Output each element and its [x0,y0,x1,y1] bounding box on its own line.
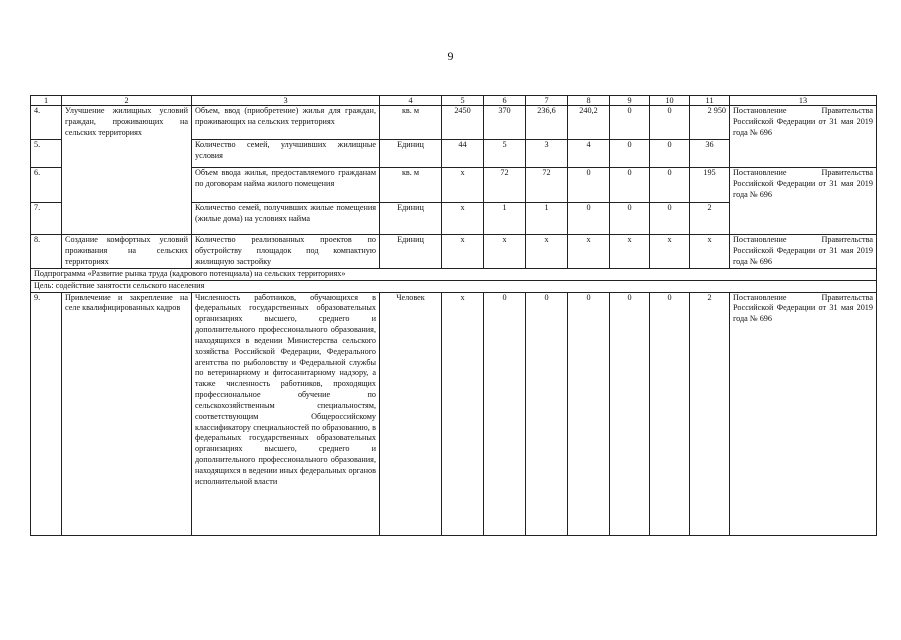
row-number: 7. [31,203,62,235]
value-cell: 0 [610,203,650,235]
unit-cell: Единиц [380,140,442,168]
value-cell: 0 [650,168,690,203]
indicator-cell: Количество семей, получивших жилые помещения (жилые дома) на условиях найма [192,203,380,235]
basis-cell: Постановление Правительства Российской Федерации от 31 мая 2019 года № 696 [730,168,877,235]
value-cell: 0 [568,168,610,203]
measure-cell: Создание комфортных условий проживания на сельских территориях [62,235,192,269]
value-cell: х [484,235,526,269]
indicator-cell: Объем, ввод (приобретение) жилья для граждан, проживающих на сельских территориях [192,106,380,140]
value-cell: 36 [690,140,730,168]
value-cell: 1 [526,203,568,235]
column-header: 4 [380,96,442,106]
value-cell: 0 [650,203,690,235]
measure-cell: Привлечение и закрепление на селе квалифицированных кадров [62,292,192,535]
value-cell: х [610,235,650,269]
value-cell: х [442,203,484,235]
measure-cell: Улучшение жилищных условий граждан, проживающих на сельских территориях [62,106,192,235]
indicator-cell: Численность работников, обучающихся в федеральных государственных образовательных организациях высшего, среднего и дополнительного профессионального образования, находящихся в ведении Министерства сельского хозяйства Российской Федерации, Федерального агентства по рыболовству и Федеральной службы по ветеринарному и фитосанитарному надзору, а также численность работников, проходящих профессиональное обучение по сельскохозяйственным специальностям, соответствующим Общероссийскому классификатору специальностей по образованию, в федеральных государственных образовательных организациях высшего, среднего и дополнительного профессионального образования, находящихся в ведении иных федеральных органов исполнительной власти [192,292,380,535]
value-cell: 0 [610,292,650,535]
table-row [31,269,877,281]
value-cell: 0 [484,292,526,535]
value-cell: 4 [568,140,610,168]
value-cell: х [442,168,484,203]
value-cell: х [442,235,484,269]
value-cell: 0 [568,203,610,235]
basis-cell: Постановление Правительства Российской Федерации от 31 мая 2019 года № 696 [730,106,877,168]
value-cell: 0 [568,292,610,535]
column-header: 1 [31,96,62,106]
page-number: 9 [447,49,454,63]
unit-cell: Единиц [380,203,442,235]
value-cell: 195 [690,168,730,203]
indicators-table [30,95,877,536]
row-number: 8. [31,235,62,269]
row-number: 5. [31,140,62,168]
unit-cell: кв. м [380,168,442,203]
goal-title: Цель: содействие занятости сельского населения [31,280,877,292]
value-cell: 72 [484,168,526,203]
subprogram-title: Подпрограмма «Развитие рынка труда (кадрового потенциала) на сельских территориях» [31,269,877,281]
value-cell: 370 [484,106,526,140]
value-cell: 72 [526,168,568,203]
value-cell: 0 [650,140,690,168]
value-cell: х [568,235,610,269]
value-cell: 0 [610,140,650,168]
table-row [31,280,877,292]
row-number: 9. [31,292,62,535]
value-cell: х [650,235,690,269]
value-cell: 3 [526,140,568,168]
value-cell: 2 [690,292,730,535]
value-cell: 0 [650,292,690,535]
unit-cell: Единиц [380,235,442,269]
column-header: 13 [730,96,877,106]
table-row [31,292,877,535]
basis-cell: Постановление Правительства Российской Федерации от 31 мая 2019 года № 696 [730,292,877,535]
column-header: 2 [62,96,192,106]
value-cell: 0 [610,168,650,203]
column-header: 10 [650,96,690,106]
value-cell: 2 [690,203,730,235]
row-number: 4. [31,106,62,140]
unit-cell: Человек [380,292,442,535]
column-header: 3 [192,96,380,106]
table-row [31,106,877,140]
column-header: 5 [442,96,484,106]
table-row [31,235,877,269]
value-cell: 5 [484,140,526,168]
indicator-cell: Объем ввода жилья, предоставляемого гражданам по договорам найма жилого помещения [192,168,380,203]
value-cell: 236,6 [526,106,568,140]
indicator-cell: Количество семей, улучшивших жилищные условия [192,140,380,168]
value-cell: 2450 [442,106,484,140]
value-cell: 0 [650,106,690,140]
unit-cell: кв. м [380,106,442,140]
row-number: 6. [31,168,62,203]
value-cell: 0 [526,292,568,535]
column-header: 11 [690,96,730,106]
column-header: 8 [568,96,610,106]
value-cell: 240,2 [568,106,610,140]
column-number-row [31,96,877,106]
column-header: 7 [526,96,568,106]
column-header: 6 [484,96,526,106]
basis-cell: Постановление Правительства Российской Федерации от 31 мая 2019 года № 696 [730,235,877,269]
value-cell: х [526,235,568,269]
column-header: 9 [610,96,650,106]
value-cell: 0 [610,106,650,140]
value-cell: 2 950 [690,106,730,140]
value-cell: 44 [442,140,484,168]
indicator-cell: Количество реализованных проектов по обустройству площадок под компактную жилищную застройку [192,235,380,269]
value-cell: х [690,235,730,269]
value-cell: х [442,292,484,535]
value-cell: 1 [484,203,526,235]
